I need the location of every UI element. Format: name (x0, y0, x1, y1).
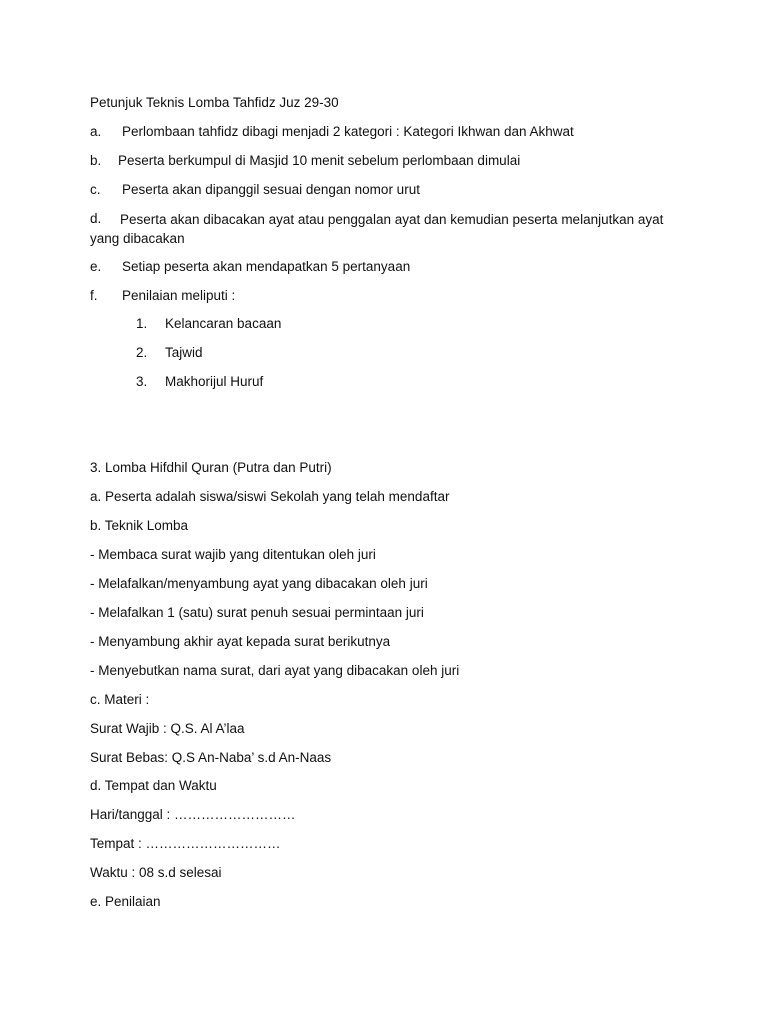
list-marker: f. (90, 288, 98, 303)
section-item-d: d. Tempat dan Waktu (90, 778, 217, 793)
teknik-item: - Membaca surat wajib yang ditentukan oleh juri (90, 547, 376, 562)
hari-tanggal: Hari/tanggal : ……………………… (90, 807, 296, 822)
list-marker: c. (90, 182, 101, 197)
list-marker: e. (90, 259, 102, 274)
waktu: Waktu : 08 s.d selesai (90, 865, 222, 880)
list-item: Peserta akan dipanggil sesuai dengan nomor urut (122, 182, 420, 197)
list-marker: 1. (136, 316, 148, 331)
section-heading: 3. Lomba Hifdhil Quran (Putra dan Putri) (90, 460, 332, 475)
section-item-e: e. Penilaian (90, 894, 161, 909)
list-marker: 3. (136, 374, 148, 389)
surat-wajib: Surat Wajib : Q.S. Al A’laa (90, 721, 245, 736)
list-marker: 2. (136, 345, 148, 360)
list-marker: d. (90, 211, 102, 226)
list-marker: a. (90, 124, 102, 139)
list-marker: b. (90, 153, 102, 168)
section-item-a: a. Peserta adalah siswa/siswi Sekolah yang telah mendaftar (90, 489, 450, 504)
section-item-c: c. Materi : (90, 692, 150, 707)
list-item: Makhorijul Huruf (165, 374, 264, 389)
teknik-item: - Melafalkan/menyambung ayat yang dibacakan oleh juri (90, 576, 428, 591)
section-item-b: b. Teknik Lomba (90, 518, 189, 533)
list-item: Peserta akan dibacakan ayat atau penggalan ayat dan kemudian peserta melanjutkan ayat yang dibacakan (90, 212, 664, 246)
teknik-item: - Menyebutkan nama surat, dari ayat yang dibacakan oleh juri (90, 663, 460, 678)
list-item: Perlombaan tahfidz dibagi menjadi 2 kategori : Kategori Ikhwan dan Akhwat (122, 124, 574, 139)
list-item: Tajwid (165, 345, 203, 360)
tempat: Tempat : ………………………… (90, 836, 281, 851)
teknik-item: - Menyambung akhir ayat kepada surat berikutnya (90, 634, 391, 649)
list-item: Penilaian meliputi : (122, 288, 236, 303)
surat-bebas: Surat Bebas: Q.S An-Naba’ s.d An-Naas (90, 750, 332, 765)
document-title: Petunjuk Teknis Lomba Tahfidz Juz 29-30 (90, 95, 339, 110)
list-item: Setiap peserta akan mendapatkan 5 pertanyaan (122, 259, 411, 274)
list-item: Peserta berkumpul di Masjid 10 menit sebelum perlombaan dimulai (118, 153, 521, 168)
teknik-item: - Melafalkan 1 (satu) surat penuh sesuai permintaan juri (90, 605, 424, 620)
list-item: Kelancaran bacaan (165, 316, 282, 331)
